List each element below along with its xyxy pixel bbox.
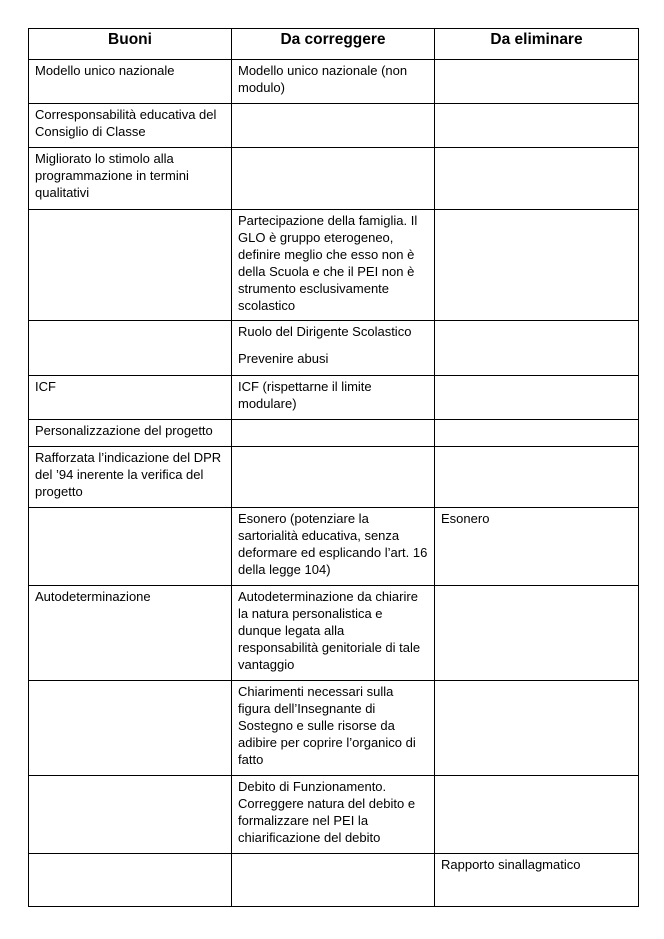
cell-da-eliminare (435, 321, 639, 376)
cell-da-eliminare (435, 376, 639, 420)
cell-da-eliminare (435, 148, 639, 210)
evaluation-table (28, 28, 639, 907)
cell-text: Esonero (potenziare la sartorialità educativa, senza deformare ed esplicando l’art. 16 della legge 104) (238, 511, 428, 577)
column-header-da-eliminare: Da eliminare (435, 29, 639, 60)
cell-buoni: ICF (29, 376, 232, 420)
cell-buoni (29, 210, 232, 321)
cell-da-correggere (232, 776, 435, 854)
cell-da-eliminare (435, 60, 639, 104)
cell-da-correggere (232, 586, 435, 681)
cell-da-correggere (232, 148, 435, 210)
table-row (29, 681, 639, 776)
cell-da-eliminare (435, 586, 639, 681)
cell-da-eliminare (435, 776, 639, 854)
table-row (29, 854, 639, 907)
cell-text: ICF (rispettarne il limite modulare) (238, 379, 372, 411)
cell-text: Modello unico nazionale (non modulo) (238, 63, 408, 95)
cell-da-correggere (232, 321, 435, 376)
cell-da-eliminare: Esonero (435, 508, 639, 586)
cell-da-eliminare: Rapporto sinallagmatico (435, 854, 639, 907)
table-row (29, 508, 639, 586)
cell-da-correggere (232, 854, 435, 907)
table-row (29, 420, 639, 447)
table-row (29, 376, 639, 420)
cell-da-correggere (232, 447, 435, 508)
cell-da-correggere (232, 60, 435, 104)
table-header-row (29, 29, 639, 60)
cell-da-eliminare (435, 420, 639, 447)
cell-da-eliminare (435, 681, 639, 776)
cell-buoni: Rafforzata l’indicazione del DPR del ’94 inerente la verifica del progetto (29, 447, 232, 508)
column-header-da-correggere: Da correggere (232, 29, 435, 60)
cell-da-correggere (232, 376, 435, 420)
cell-buoni (29, 321, 232, 376)
table-row (29, 60, 639, 104)
table-row (29, 447, 639, 508)
cell-text: Debito di Funzionamento. Correggere natura del debito e formalizzare nel PEI la chiarificazione del debito (238, 779, 416, 845)
table-row (29, 210, 639, 321)
cell-buoni (29, 776, 232, 854)
table-row (29, 104, 639, 148)
cell-da-correggere (232, 420, 435, 447)
cell-text: Prevenire abusi (238, 351, 329, 366)
cell-da-eliminare (435, 210, 639, 321)
cell-buoni: Personalizzazione del progetto (29, 420, 232, 447)
cell-buoni: Modello unico nazionale (29, 60, 232, 104)
cell-buoni (29, 681, 232, 776)
cell-da-correggere (232, 508, 435, 586)
cell-da-correggere (232, 104, 435, 148)
table-row (29, 321, 639, 376)
cell-text: Ruolo del Dirigente Scolastico (238, 324, 412, 339)
column-header-buoni: Buoni (29, 29, 232, 60)
cell-da-correggere (232, 210, 435, 321)
cell-text: Partecipazione della famiglia. Il GLO è gruppo eterogeneo, definire meglio che esso non è della Scuola e che il PEI non è strumento esclusivamente scolastico (238, 213, 418, 313)
cell-da-correggere (232, 681, 435, 776)
cell-buoni (29, 854, 232, 907)
cell-buoni (29, 508, 232, 586)
table-row (29, 586, 639, 681)
table-row (29, 148, 639, 210)
cell-text: Autodeterminazione da chiarire la natura personalistica e dunque legata alla responsabilità genitoriale di tale vantaggio (238, 589, 421, 672)
cell-buoni: Corresponsabilità educativa del Consiglio di Classe (29, 104, 232, 148)
table-row (29, 776, 639, 854)
cell-da-eliminare (435, 447, 639, 508)
cell-buoni: Migliorato lo stimolo alla programmazione in termini qualitativi (29, 148, 232, 210)
cell-buoni: Autodeterminazione (29, 586, 232, 681)
cell-da-eliminare (435, 104, 639, 148)
cell-text: Chiarimenti necessari sulla figura dell’Insegnante di Sostegno e sulle risorse da adibire per coprire l’organico di fatto (238, 684, 416, 767)
